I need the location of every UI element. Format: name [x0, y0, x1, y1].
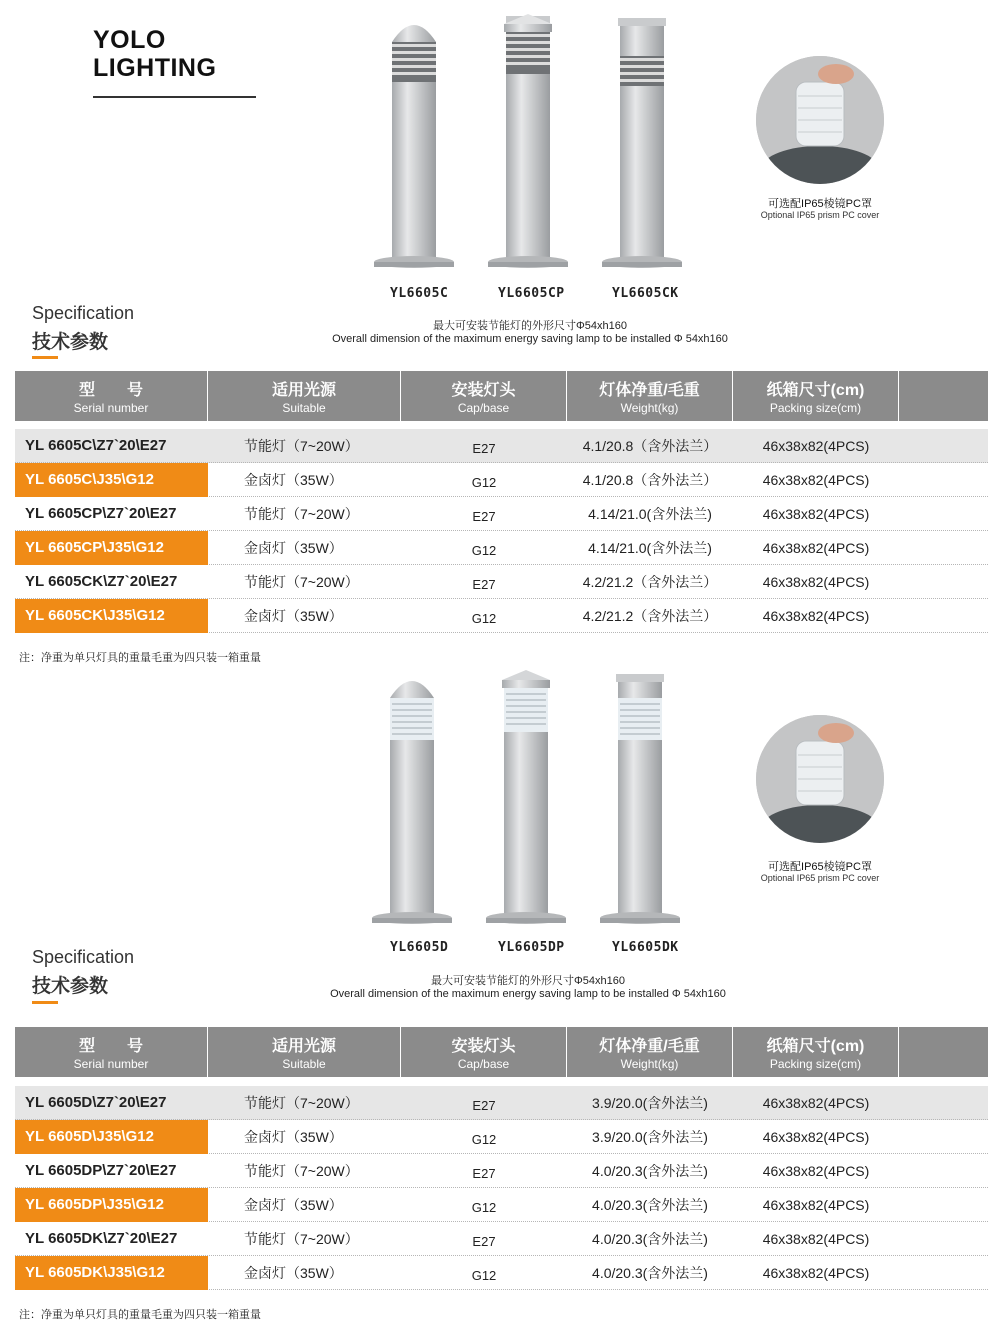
cell-suitable: 节能灯（7~20W）	[244, 1162, 359, 1179]
spec-title-en: Specification	[32, 947, 135, 967]
table-row	[15, 1222, 988, 1256]
cell-weight: 3.9/20.0(含外法兰)	[592, 1094, 708, 1111]
model-label: YL6605C	[390, 286, 449, 301]
spec-title-cn: 技术参数	[32, 332, 109, 353]
cell-packing: 46x38x82(4PCS)	[762, 471, 870, 488]
cell-weight: 4.2/21.2（含外法兰）	[582, 607, 718, 624]
cell-weight: 4.2/21.2（含外法兰）	[582, 573, 718, 590]
pc-cover-caption-cn: 可选配IP65棱镜PC罩	[768, 198, 872, 210]
spec-accent-bar	[32, 356, 58, 359]
pc-cover-inset-image	[756, 715, 884, 843]
dimension-note-cn: 最大可安装节能灯的外形尺寸Φ54xh160	[433, 320, 627, 332]
header-weight: 灯体净重/毛重 Weight(kg)	[567, 371, 733, 421]
cell-serial: YL 6605D\J35\G12	[15, 1120, 208, 1154]
pc-cover-inset-image	[756, 56, 884, 184]
cell-suitable: 金卤灯（35W）	[244, 607, 343, 624]
cell-suitable: 金卤灯（35W）	[244, 1196, 343, 1213]
cell-packing: 46x38x82(4PCS)	[762, 1128, 870, 1145]
cell-suitable: 金卤灯（35W）	[244, 539, 343, 556]
cell-serial: YL 6605C\J35\G12	[15, 463, 208, 497]
pc-cover-caption-cn: 可选配IP65棱镜PC罩	[768, 861, 872, 873]
cell-serial: YL 6605DP\Z7`20\E27	[25, 1162, 177, 1179]
cell-serial: YL 6605CK\J35\G12	[15, 599, 208, 633]
cell-serial: YL 6605D\Z7`20\E27	[25, 1094, 167, 1111]
cell-weight: 4.0/20.3(含外法兰)	[592, 1230, 708, 1247]
cell-suitable: 金卤灯（35W）	[244, 1128, 343, 1145]
cell-packing: 46x38x82(4PCS)	[762, 1264, 870, 1281]
cell-suitable: 节能灯（7~20W）	[244, 1094, 359, 1111]
cell-packing: 46x38x82(4PCS)	[762, 573, 870, 590]
cell-packing: 46x38x82(4PCS)	[762, 607, 870, 624]
lamp-yl6605dp-image	[484, 668, 568, 928]
cell-weight: 4.0/20.3(含外法兰)	[592, 1162, 708, 1179]
header-suitable: 适用光源 Suitable	[208, 1027, 401, 1077]
cell-packing: 46x38x82(4PCS)	[762, 1094, 870, 1111]
cell-cap: G12	[471, 543, 497, 558]
table-row	[15, 1256, 988, 1290]
table-row	[15, 1086, 988, 1120]
lamp-yl6605cp-image	[486, 12, 570, 272]
dimension-note-en: Overall dimension of the maximum energy saving lamp to be installed Φ 54xh160	[330, 988, 726, 1000]
cell-serial: YL 6605DK\J35\G12	[15, 1256, 208, 1290]
spec-table-header	[15, 1027, 988, 1077]
table-row	[15, 429, 988, 463]
model-label: YL6605DP	[498, 940, 565, 955]
brand-line2: LIGHTING	[93, 54, 217, 82]
brand-line1: YOLO	[93, 26, 166, 54]
cell-suitable: 金卤灯（35W）	[244, 1264, 343, 1281]
header-blank	[899, 371, 988, 421]
cell-weight: 4.1/20.8（含外法兰）	[582, 471, 718, 488]
cell-packing: 46x38x82(4PCS)	[762, 437, 870, 454]
table-row	[15, 1154, 988, 1188]
table-row	[15, 531, 988, 565]
cell-cap: E27	[472, 1166, 496, 1181]
dimension-note-en: Overall dimension of the maximum energy saving lamp to be installed Φ 54xh160	[332, 333, 728, 345]
spec-table-body	[15, 1086, 988, 1290]
weight-footnote: 注：净重为单只灯具的重量毛重为四只装一箱重量	[19, 652, 261, 664]
cell-suitable: 金卤灯（35W）	[244, 471, 343, 488]
table-row	[15, 1120, 988, 1154]
weight-footnote: 注：净重为单只灯具的重量毛重为四只装一箱重量	[19, 1309, 261, 1321]
header-suitable: 适用光源 Suitable	[208, 371, 401, 421]
lamp-yl6605d-image	[370, 668, 454, 928]
table-row	[15, 599, 988, 633]
header-cap: 安装灯头 Cap/base	[401, 1027, 567, 1077]
spec-title-cn: 技术参数	[32, 976, 109, 997]
spec-title-en: Specification	[32, 303, 135, 323]
header-cap: 安装灯头 Cap/base	[401, 371, 567, 421]
header-packing: 纸箱尺寸(cm) Packing size(cm)	[733, 1027, 899, 1077]
cell-weight: 3.9/20.0(含外法兰)	[592, 1128, 708, 1145]
cell-cap: E27	[472, 509, 496, 524]
cell-weight: 4.14/21.0(含外法兰)	[588, 505, 712, 522]
cell-suitable: 节能灯（7~20W）	[244, 1230, 359, 1247]
header-weight: 灯体净重/毛重 Weight(kg)	[567, 1027, 733, 1077]
cell-cap: G12	[471, 1132, 497, 1147]
model-label: YL6605D	[390, 940, 449, 955]
lamp-yl6605dk-image	[598, 668, 682, 928]
model-label: YL6605CK	[612, 286, 679, 301]
dimension-note-cn: 最大可安装节能灯的外形尺寸Φ54xh160	[431, 975, 625, 987]
cell-suitable: 节能灯（7~20W）	[244, 505, 359, 522]
cell-serial: YL 6605DP\J35\G12	[15, 1188, 208, 1222]
cell-packing: 46x38x82(4PCS)	[762, 1196, 870, 1213]
cell-cap: E27	[472, 1234, 496, 1249]
cell-cap: G12	[471, 1268, 497, 1283]
cell-packing: 46x38x82(4PCS)	[762, 539, 870, 556]
header-packing: 纸箱尺寸(cm) Packing size(cm)	[733, 371, 899, 421]
cell-cap: E27	[472, 1098, 496, 1113]
table-row	[15, 565, 988, 599]
cell-weight: 4.0/20.3(含外法兰)	[592, 1196, 708, 1213]
model-label: YL6605DK	[612, 940, 679, 955]
cell-serial: YL 6605CK\Z7`20\E27	[25, 573, 178, 590]
model-label: YL6605CP	[498, 286, 565, 301]
cell-packing: 46x38x82(4PCS)	[762, 1162, 870, 1179]
cell-weight: 4.0/20.3(含外法兰)	[592, 1264, 708, 1281]
cell-cap: E27	[472, 441, 496, 456]
table-row	[15, 463, 988, 497]
cell-packing: 46x38x82(4PCS)	[762, 505, 870, 522]
cell-serial: YL 6605CP\Z7`20\E27	[25, 505, 177, 522]
cell-serial: YL 6605CP\J35\G12	[15, 531, 208, 565]
cell-cap: E27	[472, 577, 496, 592]
product-section-c	[0, 0, 1000, 666]
cell-weight: 4.14/21.0(含外法兰)	[588, 539, 712, 556]
header-serial: 型 号 Serial number	[15, 371, 208, 421]
cell-weight: 4.1/20.8（含外法兰）	[582, 437, 718, 454]
cell-serial: YL 6605C\Z7`20\E27	[25, 437, 167, 454]
cell-serial: YL 6605DK\Z7`20\E27	[25, 1230, 178, 1247]
spec-table-body	[15, 429, 988, 633]
cell-suitable: 节能灯（7~20W）	[244, 437, 359, 454]
cell-packing: 46x38x82(4PCS)	[762, 1230, 870, 1247]
cell-suitable: 节能灯（7~20W）	[244, 573, 359, 590]
cell-cap: G12	[471, 475, 497, 490]
cell-cap: G12	[471, 1200, 497, 1215]
spec-table-header	[15, 371, 988, 421]
spec-accent-bar	[32, 1001, 58, 1004]
lamp-yl6605ck-image	[600, 12, 684, 272]
header-blank	[899, 1027, 988, 1077]
header-serial: 型 号 Serial number	[15, 1027, 208, 1077]
table-row	[15, 497, 988, 531]
cell-cap: G12	[471, 611, 497, 626]
lamp-yl6605c-image	[372, 12, 456, 272]
table-row	[15, 1188, 988, 1222]
pc-cover-caption-en: Optional IP65 prism PC cover	[760, 210, 880, 220]
pc-cover-caption-en: Optional IP65 prism PC cover	[760, 873, 880, 883]
